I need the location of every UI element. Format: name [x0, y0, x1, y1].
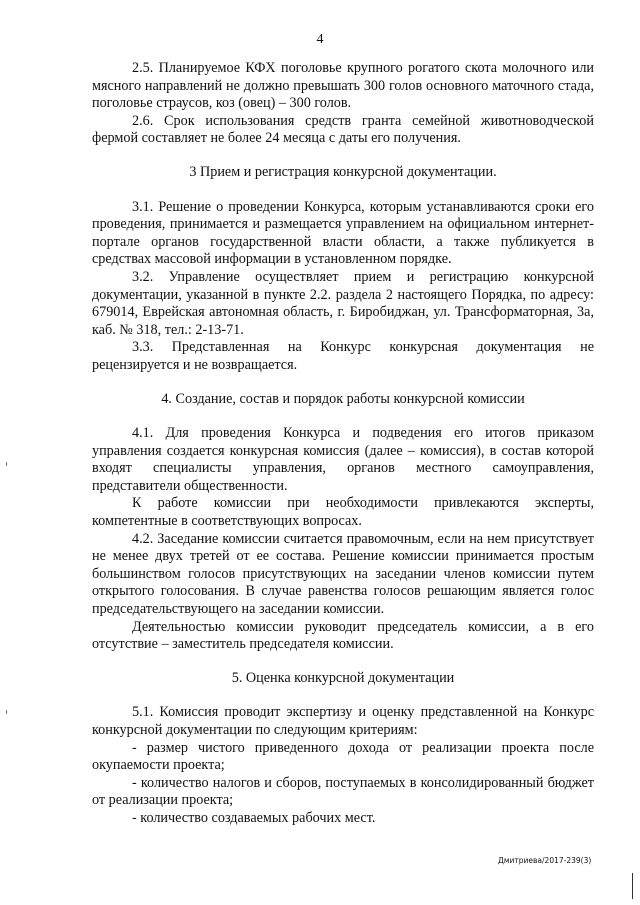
paragraph-3-3: 3.3. Представленная на Конкурс конкурсная документация не рецензируется и не возвращается.: [92, 339, 594, 373]
footer-reference: Дмитриева/2017-239(3): [498, 856, 592, 865]
document-body: [92, 60, 594, 828]
paragraph-3-2: 3.2. Управление осуществляет прием и регистрацию конкурсной документации, указанной в пункте 2.2. раздела 2 настоящего Порядка, по адресу: 679014, Еврейская автономная область, г. Биробиджан, ул. Трансформаторная, 3а, каб. № 318, тел.: 2-13-71.: [92, 268, 594, 338]
paragraph-3-1: 3.1. Решение о проведении Конкурса, которым устанавливаются сроки его проведения, принимается и размещается управлением на официальном интернет-портале органов государственной власти области, а также публикуется в средствах массовой информации в установленном порядке.: [92, 198, 594, 268]
paragraph-4-1: 4.1. Для проведения Конкурса и подведения его итогов приказом управления создается конкурсная комиссия (далее – комиссия), в состав которой входят специалисты управления, органов местного самоуправления, представители общественности.: [92, 425, 594, 494]
criterion-income: - размер чистого приведенного дохода от реализации проекта после окупаемости проекта;: [92, 739, 594, 774]
section-heading-5: 5. Оценка конкурсной документации: [231, 669, 455, 686]
page-number: 4: [316, 32, 324, 47]
section-heading-4: 4. Создание, состав и порядок работы конкурсной комиссии: [161, 390, 525, 407]
paragraph-4-2: 4.2. Заседание комиссии считается правомочным, если на нем присутствует не менее двух третей от ее состава. Решение комиссии принимается простым большинством голосов присутствующих на заседании членов комиссии путем открытого голосования. В случае равенства голосов решающим является голос председательствующего на заседании комиссии.: [92, 530, 594, 618]
criterion-taxes: - количество налогов и сборов, поступаемых в консолидированный бюджет от реализации проекта;: [92, 774, 594, 809]
section-heading-3: 3 Прием и регистрация конкурсной документации.: [189, 163, 497, 180]
paragraph-2-5: 2.5. Планируемое КФХ поголовье крупного рогатого скота молочного или мясного направлений не должно превышать 300 голов основного маточного стада, поголовье страусов, коз (овец) – 300 голов.: [92, 60, 594, 112]
paragraph-2-6: 2.6. Срок использования средств гранта семейной животноводческой фермой составляет не более 24 месяца с даты его получения.: [92, 112, 594, 147]
paragraph-5-1: 5.1. Комиссия проводит экспертизу и оценку представленной на Конкурс конкурсной документации по следующим критериям:: [92, 704, 594, 738]
margin-rule: [632, 873, 633, 899]
scan-mark: [6, 710, 7, 714]
scan-mark: [6, 462, 7, 466]
paragraph-4-2-chair: Деятельностью комиссии руководит председатель комиссии, а в его отсутствие – заместитель председателя комиссии.: [92, 618, 594, 653]
criterion-jobs: - количество создаваемых рабочих мест.: [132, 809, 376, 826]
paragraph-4-1-experts: К работе комиссии при необходимости привлекаются эксперты, компетентные в соответствующих вопросах.: [92, 495, 594, 530]
